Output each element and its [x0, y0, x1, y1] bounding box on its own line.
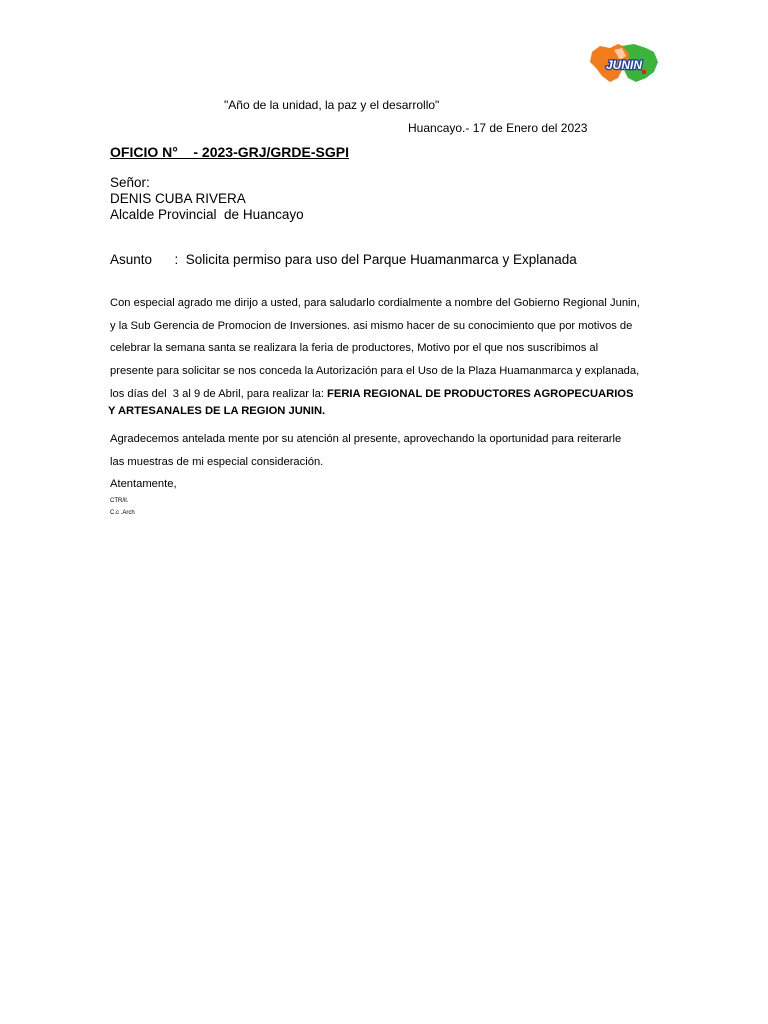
logo-text: JUNIN	[605, 58, 643, 72]
body-line-with-event	[110, 383, 680, 406]
references	[110, 495, 135, 519]
junin-map-icon	[588, 42, 660, 84]
closing-block	[110, 428, 621, 496]
event-name-bold: FERIA REGIONAL DE PRODUCTORES AGROPECUARIOS	[327, 387, 634, 400]
place-date: Huancayo.- 17 de Enero del 2023	[408, 121, 588, 135]
body-line-text: los días del 3 al 9 de Abril, para realizar la:	[110, 387, 328, 400]
sign-off: Atentamente,	[110, 478, 177, 490]
cc-archive: C.c .Arch	[110, 510, 135, 516]
recipient-title: Alcalde Provincial de Huancayo	[110, 207, 304, 222]
recipient-name: DENIS CUBA RIVERA	[110, 191, 246, 206]
salutation: Señor:	[110, 175, 150, 190]
closing-line: Agradecemos antelada mente por su atención al presente, aprovechando la oportunidad para reiterarle	[110, 433, 622, 445]
body-line: celebrar la semana santa se realizara la feria de productores, Motivo por el que nos suscribimos al	[110, 342, 599, 355]
letter-body	[110, 292, 680, 406]
junin-logo	[588, 42, 660, 84]
oficio-number: OFICIO N° - 2023-GRJ/GRDE-SGPI	[110, 144, 349, 160]
year-motto: "Año de la unidad, la paz y el desarrollo"	[224, 98, 440, 112]
body-line: y la Sub Gerencia de Promocion de Inversiones. asi mismo hacer de su conocimiento que por motivos de	[110, 319, 633, 332]
closing-line: las muestras de mi especial consideración.	[110, 455, 324, 468]
body-line: Con especial agrado me dirijo a usted, para saludarlo cordialmente a nombre del Gobierno Regional Junin,	[110, 297, 640, 309]
initials: CTR/ll.	[110, 498, 129, 504]
event-name-continuation: Y ARTESANALES DE LA REGION JUNIN.	[108, 405, 326, 417]
subject-line: Asunto : Solicita permiso para uso del Parque Huamanmarca y Explanada	[110, 252, 577, 267]
recipient-block	[110, 175, 304, 223]
body-line: presente para solicitar se nos conceda la Autorización para el Uso de la Plaza Huamanmarca y explanada,	[110, 365, 640, 378]
